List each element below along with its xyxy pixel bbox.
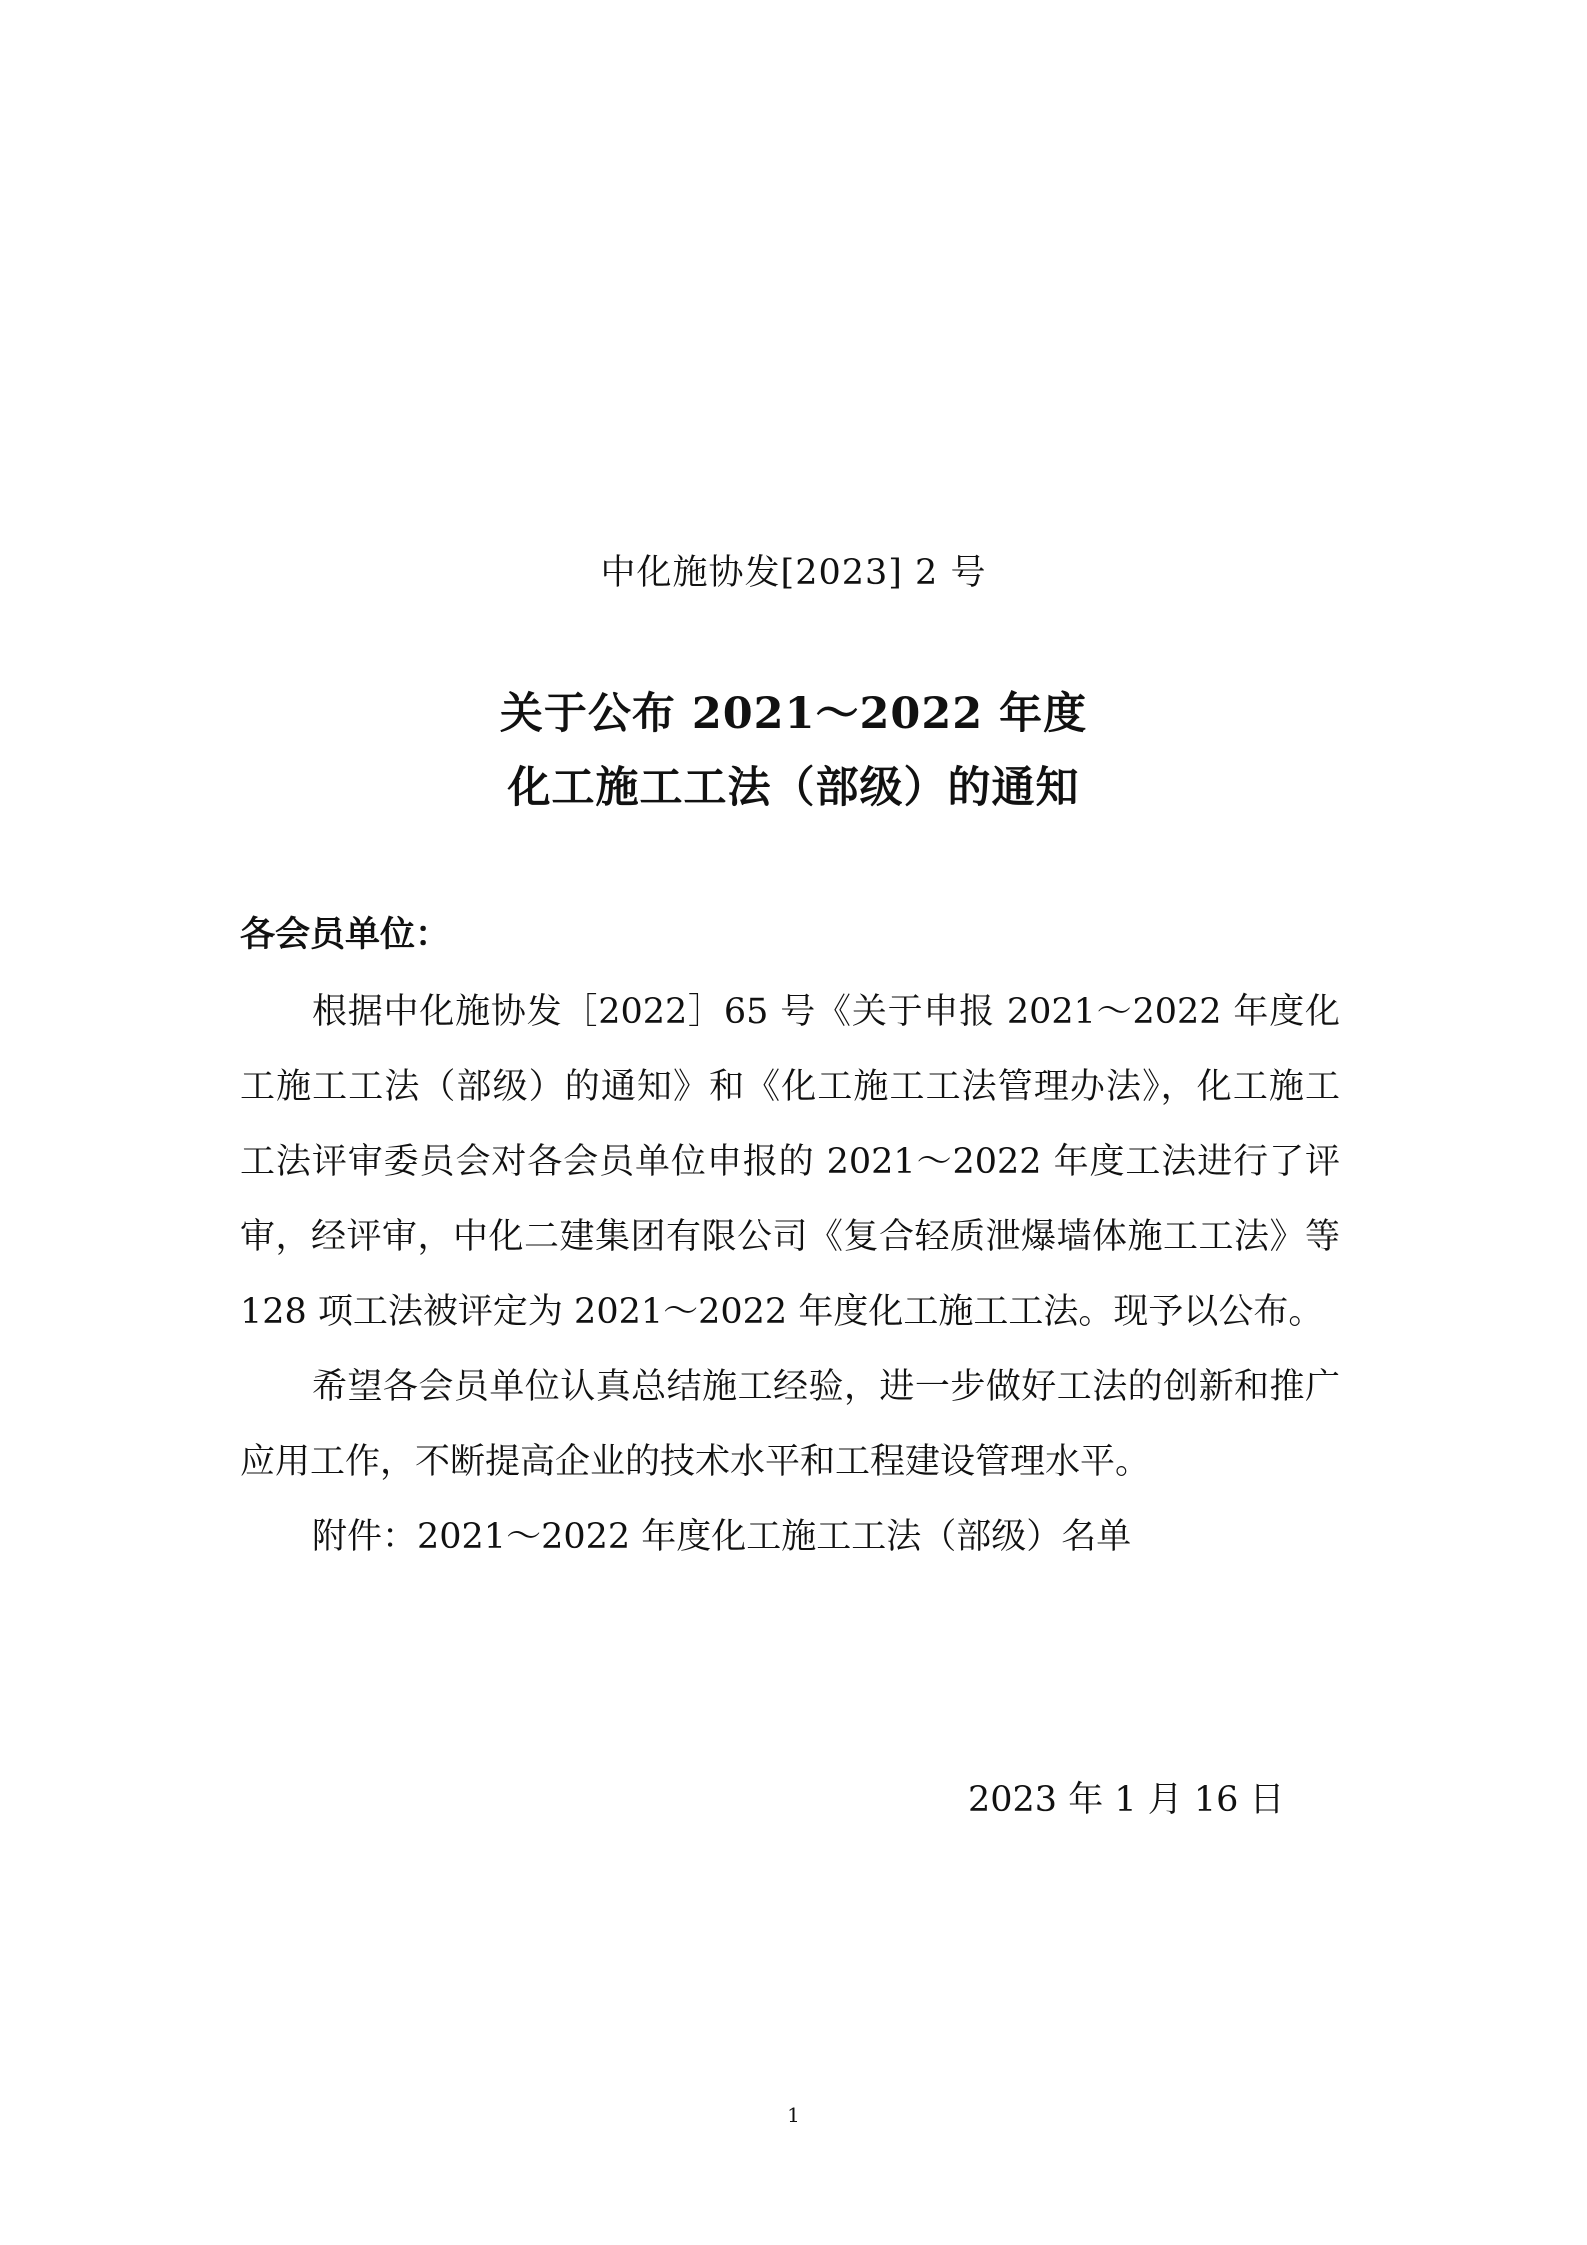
paragraph-expectation: 希望各会员单位认真总结施工经验，进一步做好工法的创新和推广应用工作，不断提高企业的技术水平和工程建设管理水平。: [240, 1367, 1340, 1482]
paragraph-announcement: 根据中化施协发［2022］65 号《关于申报 2021～2022 年度化工施工工法（部级）的通知》和《化工施工工法管理办法》，化工施工工法评审委员会对各会员单位申报的 2021～2022 年度工法进行了评审，经评审，中化二建集团有限公司《复合轻质泄爆墙体施工工法》等 128 项工法被评定为 2021～2022 年度化工施工工法。现予以公布。: [240, 992, 1340, 1332]
body-text: [240, 975, 1340, 1575]
issue-date: 2023 年 1 月 16 日: [968, 1780, 1285, 1820]
salutation: 各会员单位：: [240, 914, 451, 955]
paragraph-attachment: 附件：2021～2022 年度化工施工工法（部级）名单: [312, 1517, 1132, 1557]
page-number: 1: [787, 2103, 800, 2127]
document-number: 中化施协发[2023] 2 号: [600, 553, 987, 593]
title-line-2: 化工施工工法（部级）的通知: [507, 763, 1080, 813]
title-line-1: 关于公布 2021～2022 年度: [499, 689, 1088, 739]
